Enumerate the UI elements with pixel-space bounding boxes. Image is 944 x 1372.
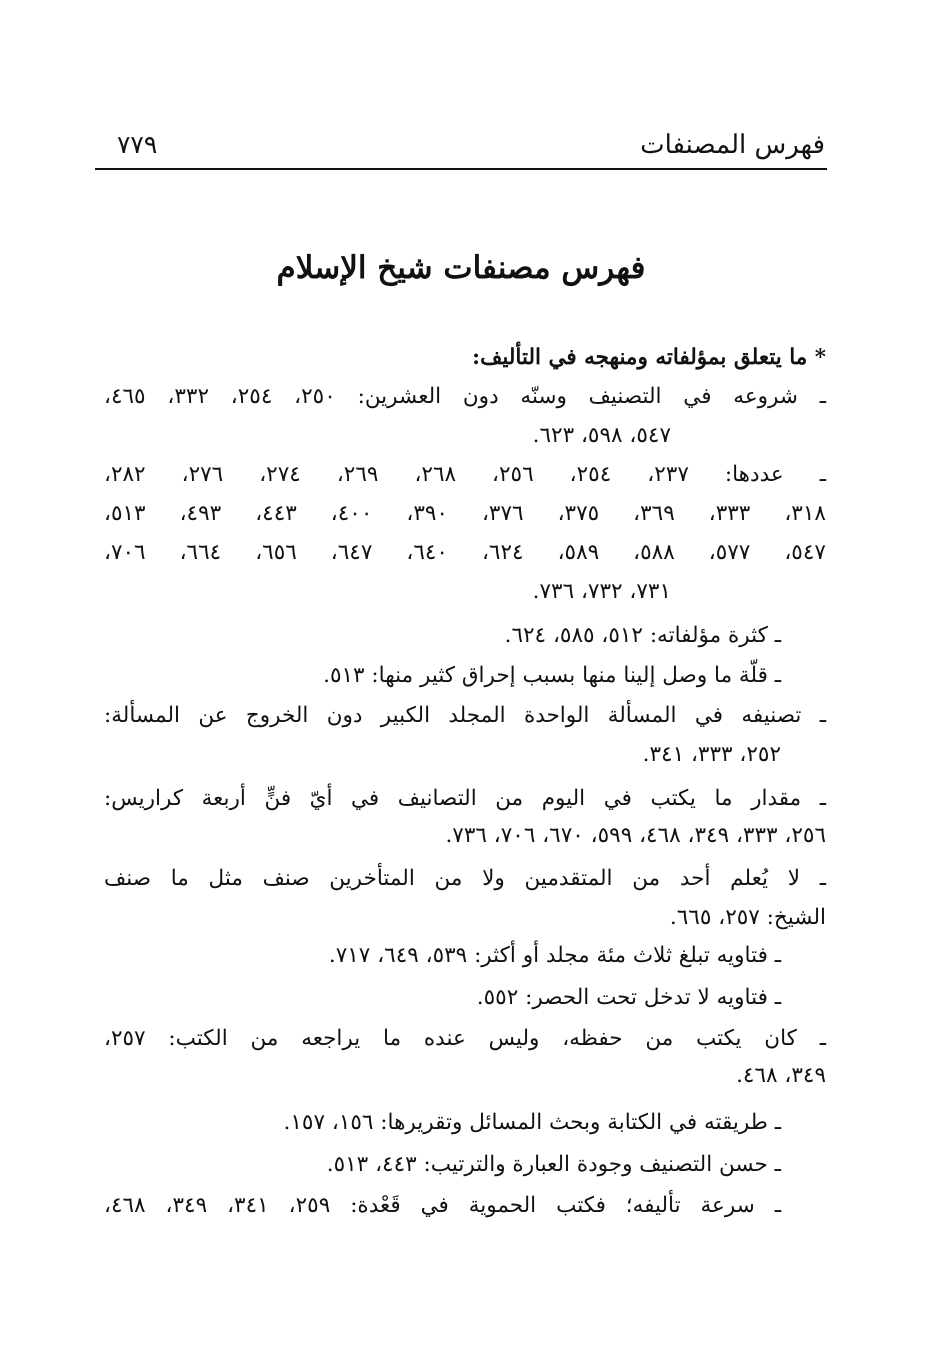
index-heading: * ما يتعلق بمؤلفاته ومنهجه في التأليف: [472, 345, 826, 370]
index-line: ـ كثرة مؤلفاته: ٥١٢، ٥٨٥، ٦٢٤. [504, 623, 781, 648]
running-header-section-name: فهرس المصنفات [640, 130, 825, 160]
index-line: ـ كان يكتب من حفظه، وليس عنده ما يراجعه من الكتب: ٢٥٧، [104, 1026, 826, 1051]
index-line: ٢٥٦، ٣٣٣، ٣٤٩، ٤٦٨، ٥٩٩، ٦٧٠، ٧٠٦، ٧٣٦. [445, 823, 826, 848]
index-line: ـ لا يُعلم أحد من المتقدمين ولا من المتأخرين صنف مثل ما صنف [104, 866, 826, 891]
header-rule [95, 168, 827, 170]
index-line: ـ قلّة ما وصل إلينا منها بسبب إحراق كثير منها: ٥١٣. [323, 663, 781, 688]
index-line: ـ فتاويه تبلغ ثلاث مئة مجلد أو أكثر: ٥٣٩، ٦٤٩، ٧١٧. [328, 943, 781, 968]
running-header [95, 128, 825, 168]
index-line: ـ مقدار ما يكتب في اليوم من التصانيف في أيّ فنٍّ أربعة كراريس: [104, 786, 826, 811]
index-line: ٥٤٧، ٥٩٨، ٦٢٣. [532, 423, 671, 448]
index-line: ـ تصنيفه في المسألة الواحدة المجلد الكبير دون الخروج عن المسألة: [104, 703, 826, 728]
index-line: ٥٤٧، ٥٧٧، ٥٨٨، ٥٨٩، ٦٢٤، ٦٤٠، ٦٤٧، ٦٥٦، ٦٦٤، ٧٠٦، [104, 540, 826, 565]
page-number: ٧٧٩ [117, 130, 158, 159]
index-line: ـ حسن التصنيف وجودة العبارة والترتيب: ٤٤٣، ٥١٣. [326, 1152, 781, 1177]
index-line: ـ طريقته في الكتابة وبحث المسائل وتقريرها: ١٥٦، ١٥٧. [283, 1110, 781, 1135]
index-line: ٢٥٢، ٣٣٣، ٣٤١. [642, 742, 781, 767]
index-line: ـ شروعه في التصنيف وسنّه دون العشرين: ٢٥٠، ٢٥٤، ٣٣٢، ٤٦٥، [104, 384, 826, 409]
index-line: ـ فتاويه لا تدخل تحت الحصر: ٥٥٢. [476, 985, 781, 1010]
index-line: الشيخ: ٢٥٧، ٦٦٥. [669, 905, 826, 930]
index-line: ـ عددها: ٢٣٧، ٢٥٤، ٢٥٦، ٢٦٨، ٢٦٩، ٢٧٤، ٢٧٦، ٢٨٢، [104, 462, 827, 487]
page-title: فهرس مصنفات شيخ الإسلام [276, 250, 646, 286]
index-line: ٧٣١، ٧٣٢، ٧٣٦. [532, 579, 671, 604]
index-line: ٣١٨، ٣٣٣، ٣٦٩، ٣٧٥، ٣٧٦، ٣٩٠، ٤٠٠، ٤٤٣، ٤٩٣، ٥١٣، [104, 501, 826, 526]
index-line: ٣٤٩، ٤٦٨. [736, 1063, 826, 1088]
index-line: ـ سرعة تأليفه؛ فكتب الحموية في قَعْدة: ٢٥٩، ٣٤١، ٣٤٩، ٤٦٨، [104, 1193, 782, 1218]
